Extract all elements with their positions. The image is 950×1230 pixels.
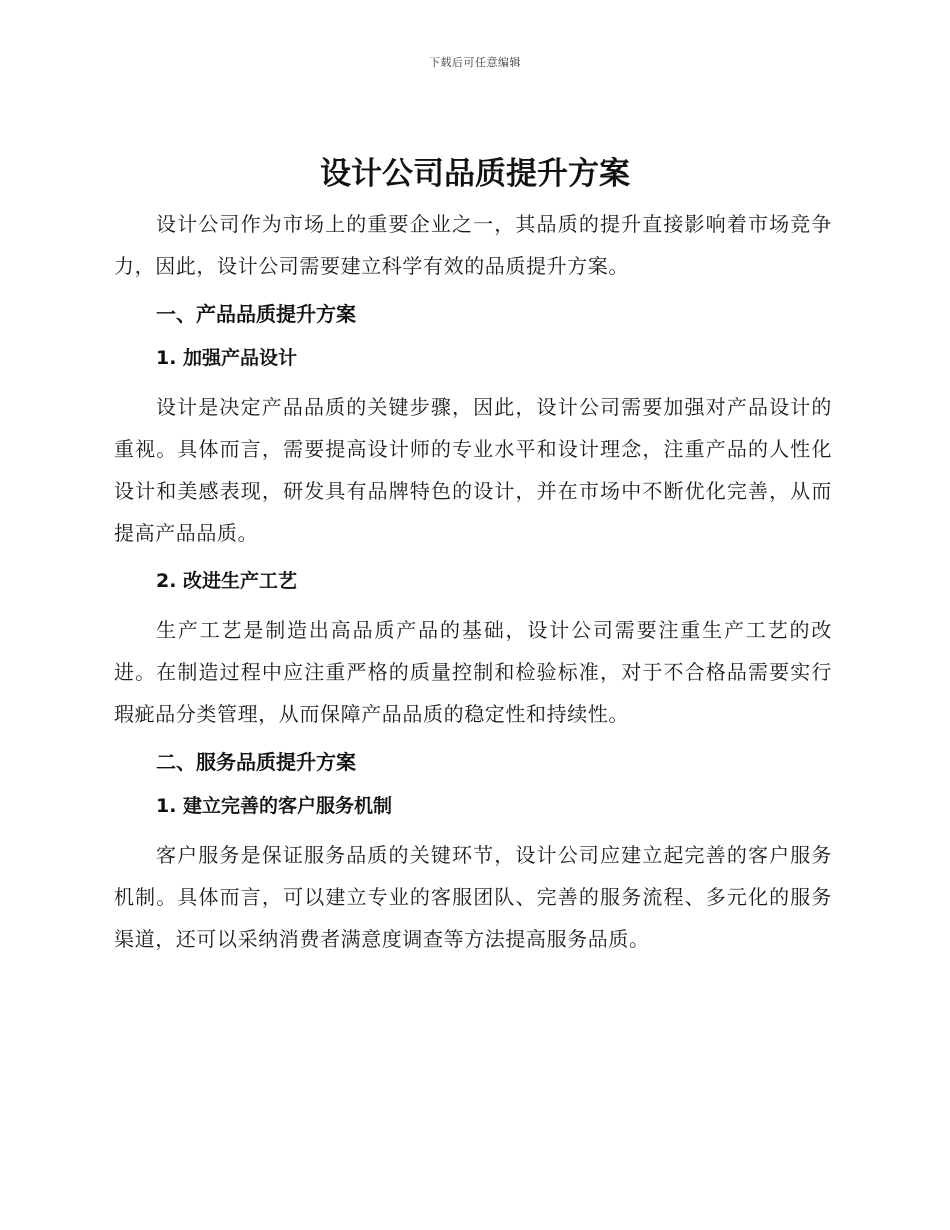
- paragraph-product-design: 设计是决定产品品质的关键步骤，因此，设计公司需要加强对产品设计的重视。具体而言，需要提高设计师的专业水平和设计理念，注重产品的人性化设计和美感表现，研发具有品牌特色的设计，并在市场中不断优化完善，从而提高产品品质。: [114, 395, 832, 545]
- document-body: [114, 203, 832, 960]
- paragraph-production-process: 生产工艺是制造出高品质产品的基础，设计公司需要注重生产工艺的改进。在制造过程中应注重严格的质量控制和检验标准，对于不合格品需要实行瑕疵品分类管理，从而保障产品品质的稳定性和持续性。: [114, 618, 832, 726]
- intro-paragraph: 设计公司作为市场上的重要企业之一，其品质的提升直接影响着市场竞争力，因此，设计公司需要建立科学有效的品质提升方案。: [114, 212, 832, 278]
- page-header-note: 下载后可任意编辑: [429, 56, 521, 69]
- paragraph-customer-service: 客户服务是保证服务品质的关键环节，设计公司应建立起完善的客户服务机制。具体而言，可以建立专业的客服团队、完善的服务流程、多元化的服务渠道，还可以采纳消费者满意度调查等方法提高服务品质。: [114, 843, 832, 951]
- section-heading-product-quality: 一、产品品质提升方案: [156, 302, 356, 326]
- subsection-heading-customer-service: 1. 建立完善的客户服务机制: [156, 795, 393, 817]
- subsection-heading-product-design: 1. 加强产品设计: [156, 347, 298, 369]
- document-title: 设计公司品质提升方案: [320, 156, 630, 192]
- subsection-heading-production-process: 2. 改进生产工艺: [156, 570, 298, 592]
- section-heading-service-quality: 二、服务品质提升方案: [156, 750, 356, 774]
